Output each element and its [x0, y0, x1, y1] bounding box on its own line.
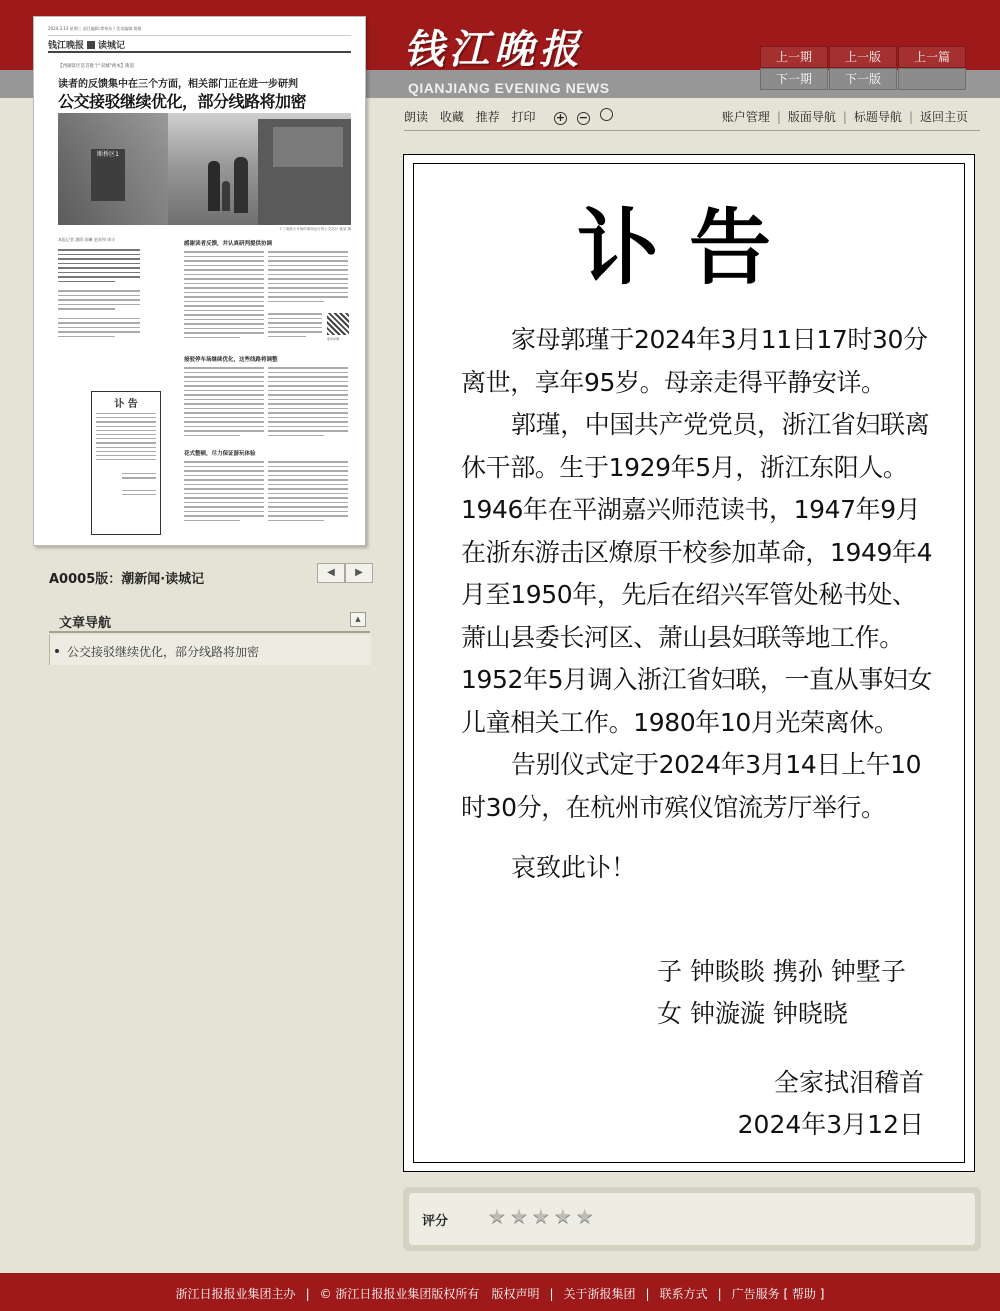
obituary-signature — [738, 1062, 924, 1146]
article-nav-item[interactable]: 公交接驳继续优化，部分线路将加密 — [55, 643, 259, 660]
zoom-controls — [554, 108, 619, 125]
thumb-photo-caption: 下了南路天开始的滚场运行的公交站台 姚某 摄 — [278, 227, 351, 231]
zoom-out-icon[interactable]: − — [578, 111, 588, 124]
star-icon[interactable]: ★ — [509, 1204, 532, 1228]
prev-page-button[interactable]: 上一版 — [829, 46, 897, 68]
qr-code-icon — [327, 313, 349, 335]
next-page-button[interactable]: 下一版 — [829, 68, 897, 90]
rating-label: 评分 — [422, 1214, 449, 1229]
star-icon[interactable]: ★ — [553, 1204, 576, 1228]
thumb-text-column — [184, 367, 264, 439]
next-article-button-empty — [898, 68, 966, 90]
star-icon[interactable]: ★ — [531, 1204, 554, 1228]
page-label: A0005版：潮新闻·读城记 — [49, 572, 205, 587]
page-nav-link[interactable]: 版面导航 — [787, 110, 836, 124]
favorite-link[interactable]: 收藏 — [439, 110, 464, 124]
home-link[interactable]: 返回主页 — [919, 110, 968, 124]
divider: | — [908, 110, 913, 124]
prev-issue-button[interactable]: 上一期 — [760, 46, 828, 68]
article-image — [403, 154, 975, 1172]
thumb-author: 本报记者 潘阳 陈曦 赵寿和 周丰 — [58, 237, 116, 242]
thumb-text-column — [184, 251, 264, 341]
thumb-date-line: 2024.3.13 星期三 责任编辑:徐伟东 / 美术编辑:倪敏 — [48, 26, 142, 31]
thumb-text-column — [268, 461, 348, 524]
thumb-headline[interactable]: 公交接驳继续优化，部分线路将加密 — [58, 92, 307, 111]
thumb-text-column — [58, 249, 140, 340]
obituary-closing: 哀致此讣！ — [511, 853, 637, 882]
zoom-reset-icon[interactable] — [600, 108, 613, 121]
logo-english: QIANJIANG EVENING NEWS — [408, 80, 610, 96]
toolbar-divider — [404, 130, 980, 131]
divider: | — [549, 1287, 554, 1301]
bus-stop-sign: 断桥区1 — [91, 149, 125, 201]
zoom-in-icon[interactable]: + — [555, 111, 566, 124]
obituary-sons: 子 钟睒睒 携孙 钟墅子 — [657, 957, 906, 986]
collapse-icon[interactable]: ▲ — [350, 612, 366, 627]
thumb-rule — [48, 35, 351, 36]
obituary-paragraph: 告别仪式定于2024年3月14日上午10时30分，在杭州市殡仪馆流芳厅举行。 — [461, 750, 922, 822]
title-nav-link[interactable]: 标题导航 — [853, 110, 902, 124]
thumb-text-column — [268, 313, 322, 340]
star-icon[interactable]: ★ — [488, 1204, 510, 1228]
obituary-family: 全家拭泪稽首 — [773, 1068, 924, 1097]
article-nav-header — [49, 612, 370, 631]
next-page-arrow-icon[interactable]: ▶ — [345, 563, 373, 583]
obituary-date: 2024年3月12日 — [737, 1110, 924, 1139]
logo-chinese: 钱江晚报 — [404, 26, 584, 73]
obituary-children — [657, 951, 906, 1035]
rating-panel — [403, 1187, 981, 1251]
thumb-section-header: 钱江晚报 读城记 — [48, 41, 126, 51]
footer — [0, 1273, 1000, 1311]
thumb-subheading: 感谢读者反馈，并认真研判提供协调 — [184, 241, 273, 247]
divider: | — [717, 1287, 722, 1301]
page-arrows — [317, 563, 373, 583]
thumb-kicker: 【西湖景区是首批个"双城"两本】街道 — [58, 64, 135, 69]
thumb-rule-thick — [48, 51, 351, 53]
footer-about-link[interactable]: 关于浙报集团 — [563, 1287, 636, 1301]
recommend-link[interactable]: 推荐 — [475, 110, 500, 124]
thumb-obituary-box[interactable] — [91, 391, 161, 535]
footer-ads-link[interactable]: 广告服务 [ 帮助 ] — [731, 1287, 825, 1301]
obituary-paragraph: 家母郭瑾于2024年3月11日17时30分离世，享年95岁。母亲走得平静安详。 — [461, 325, 928, 397]
divider: | — [776, 110, 781, 124]
read-aloud-link[interactable]: 朗读 — [404, 110, 429, 124]
section-square-icon — [87, 41, 95, 49]
page-thumbnail[interactable] — [33, 16, 366, 546]
thumb-obituary-title: 讣 告 — [114, 399, 138, 410]
thumb-text-column — [184, 461, 264, 524]
account-link[interactable]: 账户管理 — [721, 110, 770, 124]
obituary-frame — [413, 163, 965, 1163]
article-toolbar — [404, 108, 980, 130]
star-icon[interactable]: ★ — [575, 1204, 598, 1228]
thumb-text-column — [268, 251, 348, 305]
thumb-subheading: 接驳停车场继续优化，这些线路将调整 — [184, 357, 278, 363]
prev-article-button[interactable]: 上一篇 — [898, 46, 966, 68]
divider: | — [842, 110, 847, 124]
thumb-text-column — [268, 367, 348, 439]
footer-contact-link[interactable]: 联系方式 — [659, 1287, 708, 1301]
newspaper-logo[interactable] — [404, 26, 644, 98]
divider: | — [305, 1287, 310, 1301]
footer-copyright-statement-link[interactable]: 版权声明 — [491, 1287, 540, 1301]
prev-page-arrow-icon[interactable]: ◀ — [317, 563, 345, 583]
article-nav-title: 文章导航 — [59, 616, 112, 631]
next-issue-button[interactable]: 下一期 — [760, 68, 828, 90]
footer-copyright: © 浙江日报报业集团版权所有 — [319, 1287, 480, 1301]
footer-host: 浙江日报报业集团主办 — [175, 1287, 296, 1301]
rating-stars — [488, 1204, 598, 1228]
obituary-title: 讣告 — [576, 201, 801, 296]
divider: | — [645, 1287, 650, 1301]
article-nav-list — [49, 635, 371, 665]
thumb-photo — [58, 113, 351, 225]
obituary-body — [461, 319, 941, 829]
thumb-subheading: 花式整顿，尽力保证游玩体验 — [184, 451, 256, 457]
bullet-icon — [55, 649, 59, 653]
print-link[interactable]: 打印 — [511, 110, 536, 124]
article-nav-divider — [49, 631, 370, 633]
qr-caption: 更多详情 — [327, 337, 340, 341]
obituary-paragraph: 郭瑾，中国共产党党员，浙江省妇联离休干部。生于1929年5月，浙江东阳人。1946年在平湖嘉兴师范读书，1947年9月在浙东游击区燎原干校参加革命，1949年4月至1950年，先后在绍兴军管处秘书处、萧山县委长河区、萧山县妇联等地工作。1952年5月调入浙江省妇联，一直从事妇女儿童相关工作。1980年10月光荣离休。 — [461, 410, 933, 737]
thumb-subtitle: 读者的反馈集中在三个方面，相关部门正在进一步研判 — [58, 79, 298, 90]
obituary-daughters: 女 钟漩漩 钟晓晓 — [657, 999, 848, 1028]
